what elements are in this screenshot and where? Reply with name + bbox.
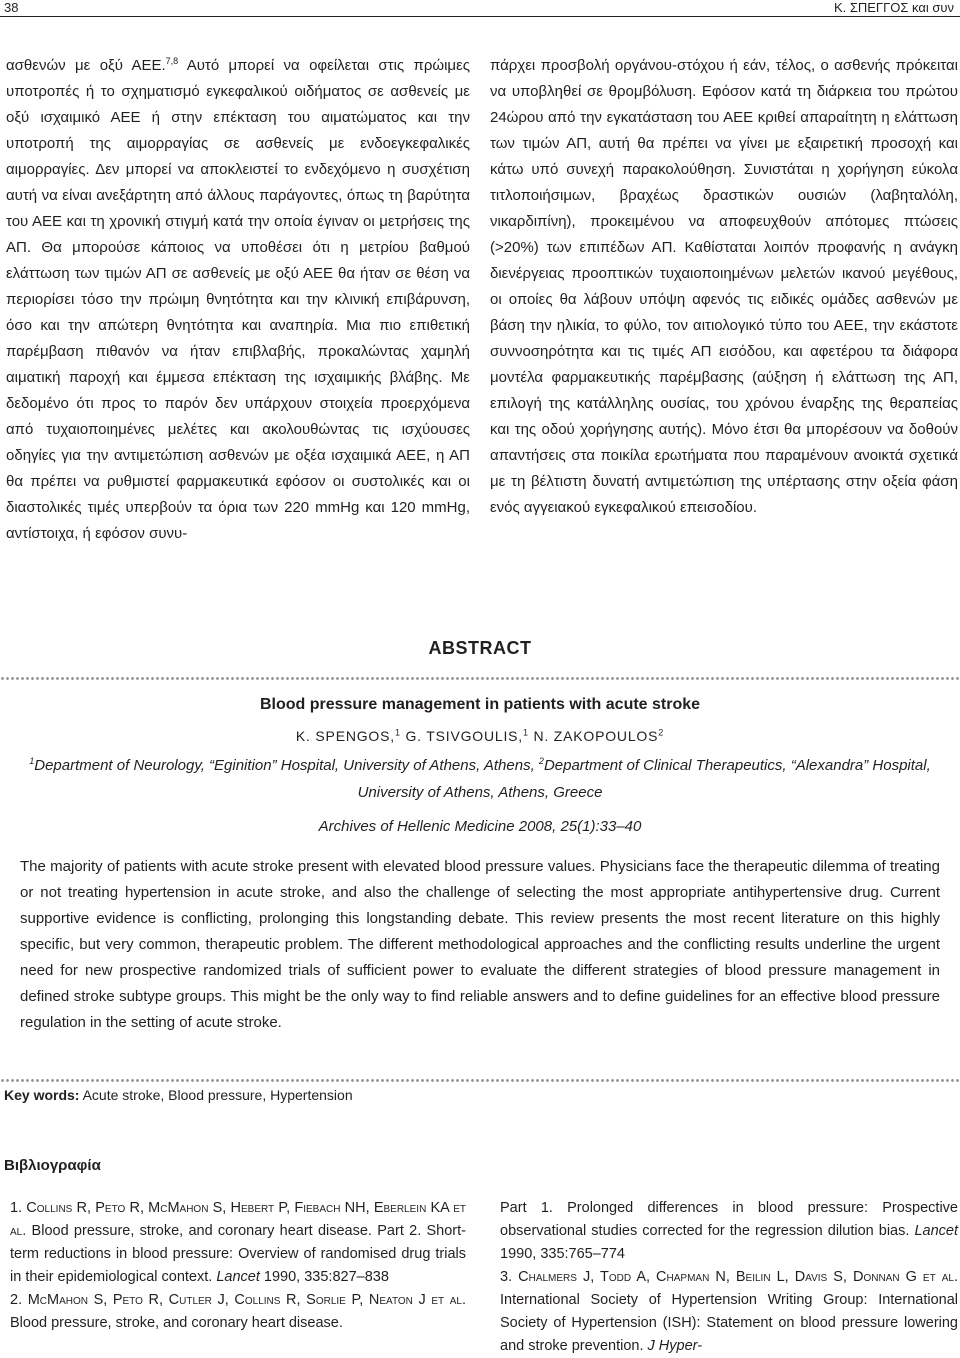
- citation-superscript: 7,8: [165, 56, 179, 66]
- ref-text: Blood pressure, stroke, and coronary heart disease. Part 2. Short-term reductions in blood pressure: Overview of randomised drug trials in their epidemiological context.: [10, 1223, 466, 1285]
- references-right: [500, 1197, 958, 1358]
- body-right-column: [490, 53, 958, 521]
- ref-text: Blood pressure, stroke, and coronary heart disease.: [10, 1315, 343, 1331]
- author: K. SPENGOS,: [295, 728, 395, 744]
- ref-journal: J Hyper-: [647, 1338, 703, 1354]
- page-number: 38: [4, 0, 19, 15]
- reference-item: [10, 1197, 466, 1289]
- author-list: [0, 728, 960, 744]
- affil-sup: 2: [538, 756, 544, 766]
- body-paragraph: πάρχει προσβολή οργάνου-στόχου ή εάν, τέλος, ο ασθενής πρόκειται να υποβληθεί σε θρομβόλυση. Εφόσον κατά τη διάρκεια του πρώτου 24ώρου από την εγκατάσταση του ΑΕΕ κριθεί απαραίτητη η ελάττωση των τιμών ΑΠ, αυτή θα πρέπει να γίνει με εξαιρετική προσοχή και κάτω υπό συνεχή παρακολούθηση. Συνιστάται η χορήγηση εύκολα τιτλοποιήσιμων, βραχέως δραστικών ουσιών (λαβηταλόλη, νικαρδιπίνη), προκειμένου να αποφευχθούν απότομες πτώσεις (>20%) των επιπέδων ΑΠ. Καθίσταται λοιπόν προφανής η ανάγκη διενέργειας προοπτικών τυχαιοποιημένων μελετών ικανού μεγέθους, οι οποίες θα λάβουν υπόψη αφενός τις ειδικές ομάδες ασθενών με βάση την ηλικία, το φύλο, τον αιτιολογικό τύπο του ΑΕΕ, την εκάστοτε συννοσηρότητα και τις τιμές ΑΠ εισόδου, και αφετέρου τα διάφορα μοντέλα φαρμακευτικής παρέμβασης (αύξηση ή ελάττωση της ΑΠ, επιλογή της κατάλληλης ουσίας, του χρόνου έναρξης της θεραπείας και της οδού χορήγησης αυτής). Μόνο έτσι θα μπορέσουν να δοθούν απαντήσεις στα ποικίλα ερωτήματα που παραμένουν ανοικτά σχετικά με τη βέλτιστη δυνατή αντιμετώπιση της υπέρτασης στην οξεία φάση ενός αγγειακού εγκεφαλικού επεισοδίου.: [490, 57, 958, 516]
- ref-number: 2.: [10, 1292, 28, 1308]
- author: N. ZAKOPOULOS: [528, 728, 659, 744]
- body-left-column: [6, 53, 470, 547]
- abstract-text: The majority of patients with acute stroke present with elevated blood pressure values. Physicians face the therapeutic dilemma of treating or not treating hypertension in acute stroke, and also the challenge of selecting the most appropriate antihypertensive drug. Current supportive evidence is conflicting, prolonging this longstanding debate. This review presents the most recent literature on this highly specific, but very common, therapeutic problem. The different methodological approaches and the conflicting results underline the urgent need for new prospective randomized trials of sufficient power to evaluate the different strategies of blood pressure management in defined stroke subtype groups. This might be the only way to find reliable answers and to define guidelines for an effective blood pressure regulation in the setting of acute stroke.: [20, 858, 940, 1031]
- dotted-divider: [0, 676, 960, 681]
- journal-citation: Archives of Hellenic Medicine 2008, 25(1):33–40: [318, 818, 642, 835]
- body-paragraph: [6, 53, 470, 547]
- affiliation-2: Department of Clinical Therapeutics, “Alexandra” Hospital, University of Athens, Athens, Greece: [357, 757, 931, 801]
- affil-sup: 2: [658, 727, 665, 738]
- ref-journal: Lancet: [216, 1269, 260, 1285]
- ref-tail: 1990, 335:765–774: [500, 1246, 625, 1262]
- keywords: [4, 1087, 353, 1103]
- affil-sup: 1: [29, 756, 35, 766]
- keywords-label: Key words:: [4, 1087, 80, 1103]
- author: G. TSIVGOULIS,: [400, 728, 523, 744]
- references-left: [10, 1197, 466, 1335]
- keywords-value: Acute stroke, Blood pressure, Hypertension: [79, 1087, 353, 1103]
- page-header: [0, 0, 960, 16]
- reference-item: [10, 1289, 466, 1335]
- reference-item-continued: [500, 1197, 958, 1266]
- dotted-divider: [0, 1078, 960, 1083]
- abstract-body: [20, 854, 940, 1036]
- running-title: Κ. ΣΠΕΓΓΟΣ και συν: [833, 0, 954, 15]
- affiliations: [14, 752, 946, 806]
- ref-authors: McMahon S, Peto R, Cutler J, Collins R, Sorlie P, Neaton J et al.: [27, 1292, 466, 1308]
- ref-text: Part 1. Prolonged differences in blood pressure: Prospective observational studies corrected for the regression dilution bias.: [500, 1200, 958, 1239]
- affil-sup: 1: [523, 727, 529, 738]
- body-text: Αυτό μπορεί να οφείλεται στις πρώιμες υποτροπές ή το σχηματισμό εγκεφαλικού οιδήματος σε ασθενείς με οξύ ισχαιμικό ΑΕΕ ή στην επέκταση του αιματώματος και την υποτροπή της αιμορραγίας σε ασθενείς με ενδοεγκεφαλικές αιμορραγίες. Δεν μπορεί να αποκλειστεί το ενδεχόμενο η συσχέτιση αυτή να είναι ανεξάρτητη από άλλους παράγοντες, όπως τη βαρύτητα του ΑΕΕ και τη χρονική στιγμή κατά την οποία έγιναν οι μετρήσεις της ΑΠ. Θα μπορούσε κάποιος να υποθέσει ότι η μετρίου βαθμού ελάττωση των τιμών ΑΠ σε ασθενείς με οξύ ΑΕΕ θα ήταν σε θέση να περιορίσει τόσο την πρώιμη θνητότητα και την κλινική επιβάρυνση, όσο και την απώτερη θνητότητα και αναπηρία. Μια πιο επιθετική παρέμβαση πιθανόν να ήταν επιβλαβής, προκαλώντας χαμηλή αιματική παροχή και έμμεσα επέκταση της ισχαιμικής βλάβης. Με δεδομένο ότι προς το παρόν δεν υπάρχουν στοιχεία προερχόμενα από τυχαιοποιημένες μελέτες και ακολουθώντας τις ισχύουσες οδηγίες για την αντιμετώπιση ασθενών με οξέα ισχαιμικά ΑΕΕ, η ΑΠ θα πρέπει να ρυθμιστεί φαρμακευτικά εφόσον οι συστολικές και οι διαστολικές τιμές υπερβούν τα όρια των 220 mmHg και 120 mmHg, αντίστοιχα, ή εφόσον συνυ-: [6, 57, 470, 542]
- ref-authors: Collins R, Peto R, McMahon S, Hebert P, Fiebach NH, Eberlein KA et al.: [10, 1200, 466, 1239]
- ref-number: 3.: [500, 1269, 519, 1285]
- affil-sup: 1: [394, 727, 401, 738]
- affiliation-1: Department of Neurology, “Eginition” Hospital, University of Athens, Athens,: [34, 757, 539, 774]
- reference-item: [500, 1266, 958, 1358]
- ref-journal: Lancet: [914, 1223, 958, 1239]
- ref-authors: Chalmers J, Todd A, Chapman N, Beilin L, Davis S, Donnan G et al.: [518, 1269, 958, 1285]
- ref-text: International Society of Hypertension Writing Group: International Society of Hypertension (ISH): Statement on blood pressure lowering and stroke prevention.: [500, 1292, 958, 1354]
- header-rule: [0, 16, 960, 17]
- references-heading: Βιβλιογραφία: [4, 1157, 101, 1174]
- abstract-title: Blood pressure management in patients with acute stroke: [259, 696, 701, 713]
- ref-tail: 1990, 335:827–838: [259, 1269, 389, 1285]
- ref-number: 1.: [10, 1200, 27, 1216]
- abstract-heading: ABSTRACT: [428, 638, 532, 658]
- body-text: ασθενών με οξύ ΑΕΕ.: [6, 57, 166, 74]
